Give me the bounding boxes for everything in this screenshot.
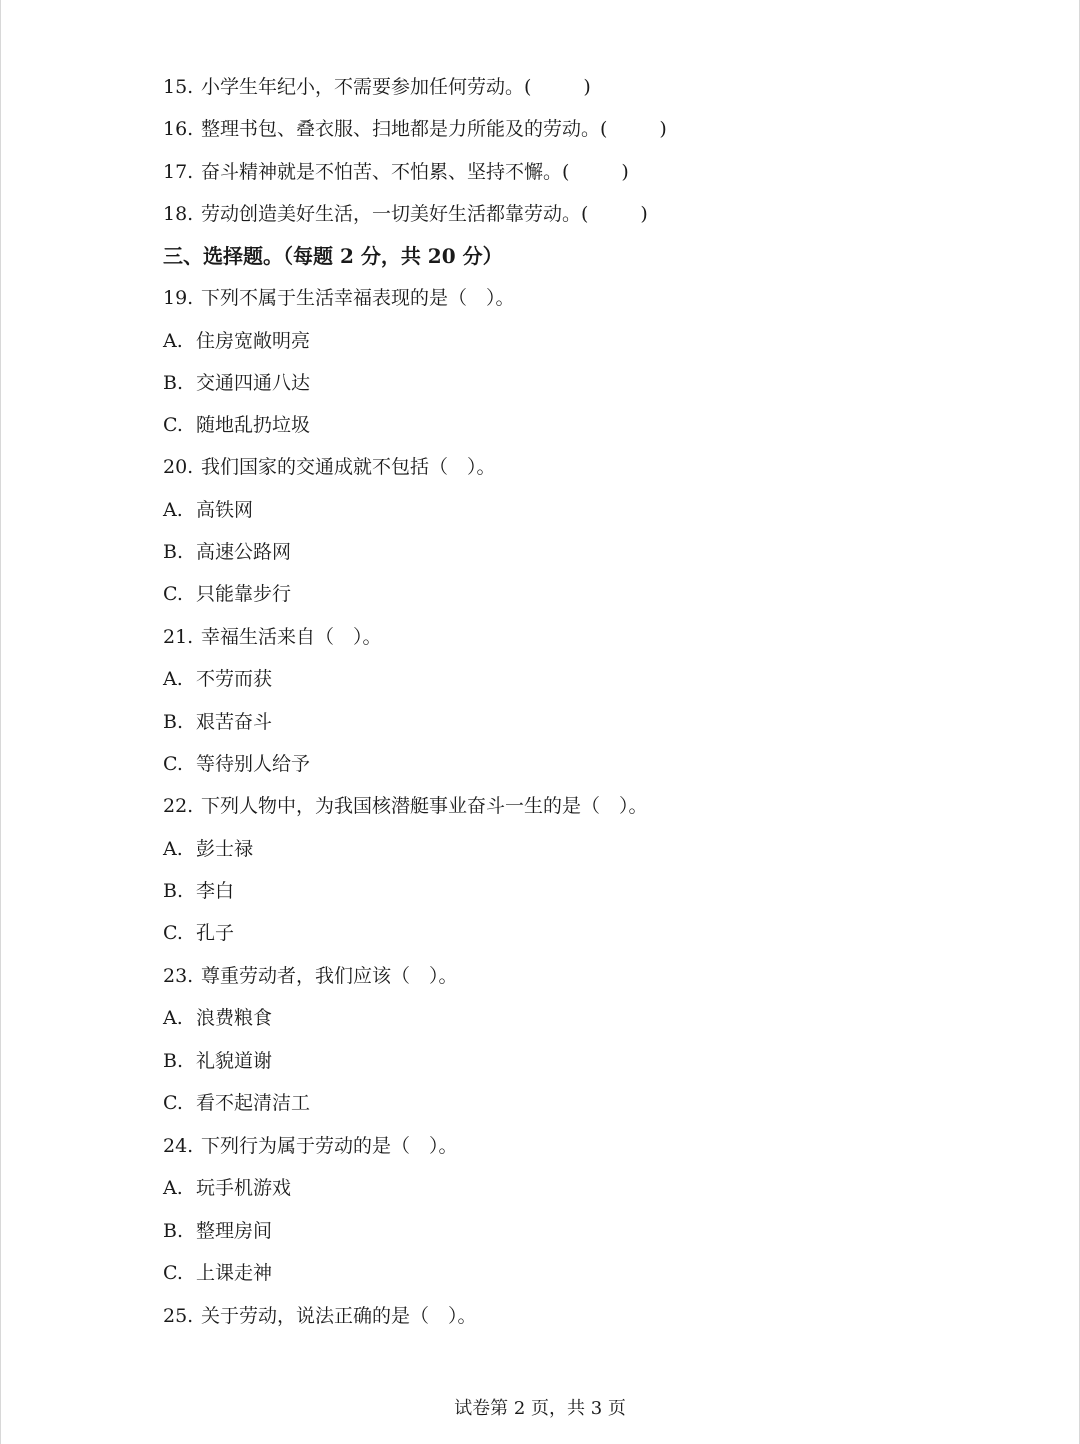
page-left-edge: [0, 0, 1, 1444]
option-text: 浪费粮食: [196, 1007, 273, 1029]
option-text: 看不起清洁工: [196, 1092, 311, 1114]
option-label: B.: [163, 711, 184, 733]
option-text: 玩手机游戏: [196, 1177, 292, 1199]
question-number: 24.: [163, 1135, 194, 1157]
question-item: [163, 455, 496, 479]
question-text: 整理书包、叠衣服、扫地都是力所能及的劳动。(: [201, 118, 608, 140]
option-label: A.: [163, 668, 183, 690]
question-number: 21.: [163, 626, 194, 648]
option-c[interactable]: [163, 921, 234, 945]
bracket-close: ): [583, 76, 591, 98]
section-heading: 三、选择题。（每题 2 分，共 20 分）: [163, 244, 503, 268]
option-b[interactable]: [163, 879, 234, 903]
option-b[interactable]: [163, 710, 272, 734]
bracket-close: ): [659, 118, 667, 140]
option-label: C.: [163, 922, 183, 944]
option-text: 孔子: [196, 922, 235, 944]
option-b[interactable]: [163, 1219, 272, 1243]
option-label: B.: [163, 541, 184, 563]
question-text: 下列人物中，为我国核潜艇事业奋斗一生的是（ ）。: [201, 795, 648, 817]
question-text: 小学生年纪小，不需要参加任何劳动。(: [201, 76, 532, 98]
question-text: 劳动创造美好生活，一切美好生活都靠劳动。(: [201, 203, 589, 225]
option-a[interactable]: [163, 837, 253, 861]
option-a[interactable]: [163, 329, 310, 353]
option-label: A.: [163, 330, 183, 352]
option-text: 等待别人给予: [196, 753, 311, 775]
question-text: 幸福生活来自（ ）。: [201, 626, 382, 648]
judgement-item: [163, 75, 591, 99]
question-number: 22.: [163, 795, 194, 817]
option-text: 不劳而获: [196, 668, 273, 690]
option-label: A.: [163, 1177, 183, 1199]
option-c[interactable]: [163, 752, 310, 776]
option-c[interactable]: [163, 413, 310, 437]
option-text: 随地乱扔垃圾: [196, 414, 311, 436]
question-number: 15.: [163, 76, 194, 98]
question-item: [163, 625, 382, 649]
option-a[interactable]: [163, 498, 253, 522]
option-label: B.: [163, 372, 184, 394]
option-label: B.: [163, 880, 184, 902]
option-label: C.: [163, 1092, 183, 1114]
option-text: 高铁网: [196, 499, 254, 521]
question-text: 关于劳动，说法正确的是（ ）。: [201, 1305, 477, 1327]
question-number: 23.: [163, 965, 194, 987]
question-item: [163, 1304, 477, 1328]
question-text: 尊重劳动者，我们应该（ ）。: [201, 965, 458, 987]
question-item: [163, 964, 458, 988]
question-text: 我们国家的交通成就不包括（ ）。: [201, 456, 496, 478]
option-c[interactable]: [163, 1091, 310, 1115]
option-label: B.: [163, 1220, 184, 1242]
option-b[interactable]: [163, 371, 310, 395]
option-label: A.: [163, 1007, 183, 1029]
question-text: 下列不属于生活幸福表现的是（ ）。: [201, 287, 515, 309]
question-number: 18.: [163, 203, 194, 225]
option-text: 李白: [196, 880, 235, 902]
option-label: C.: [163, 753, 183, 775]
judgement-item: [163, 160, 629, 184]
option-text: 住房宽敞明亮: [196, 330, 311, 352]
option-label: A.: [163, 838, 183, 860]
option-text: 上课走神: [196, 1262, 273, 1284]
question-item: [163, 794, 648, 818]
question-number: 16.: [163, 118, 194, 140]
option-label: A.: [163, 499, 183, 521]
question-item: [163, 1134, 458, 1158]
option-label: C.: [163, 583, 183, 605]
option-b[interactable]: [163, 540, 291, 564]
page-footer: 试卷第 2 页，共 3 页: [454, 1398, 626, 1419]
question-number: 17.: [163, 161, 194, 183]
option-a[interactable]: [163, 1176, 291, 1200]
option-a[interactable]: [163, 1006, 272, 1030]
option-text: 整理房间: [196, 1220, 273, 1242]
option-label: C.: [163, 414, 183, 436]
judgement-item: [163, 117, 667, 141]
question-number: 25.: [163, 1305, 194, 1327]
option-label: C.: [163, 1262, 183, 1284]
option-text: 只能靠步行: [196, 583, 292, 605]
option-text: 高速公路网: [196, 541, 292, 563]
option-b[interactable]: [163, 1049, 272, 1073]
question-text: 下列行为属于劳动的是（ ）。: [201, 1135, 458, 1157]
option-text: 交通四通八达: [196, 372, 311, 394]
option-text: 艰苦奋斗: [196, 711, 273, 733]
question-number: 19.: [163, 287, 194, 309]
question-text: 奋斗精神就是不怕苦、不怕累、坚持不懈。(: [201, 161, 570, 183]
option-text: 礼貌道谢: [196, 1050, 273, 1072]
question-item: [163, 286, 515, 310]
option-c[interactable]: [163, 582, 291, 606]
option-c[interactable]: [163, 1261, 272, 1285]
question-number: 20.: [163, 456, 194, 478]
judgement-item: [163, 202, 648, 226]
bracket-close: ): [621, 161, 629, 183]
option-text: 彭士禄: [196, 838, 254, 860]
option-a[interactable]: [163, 667, 272, 691]
option-label: B.: [163, 1050, 184, 1072]
bracket-close: ): [640, 203, 648, 225]
